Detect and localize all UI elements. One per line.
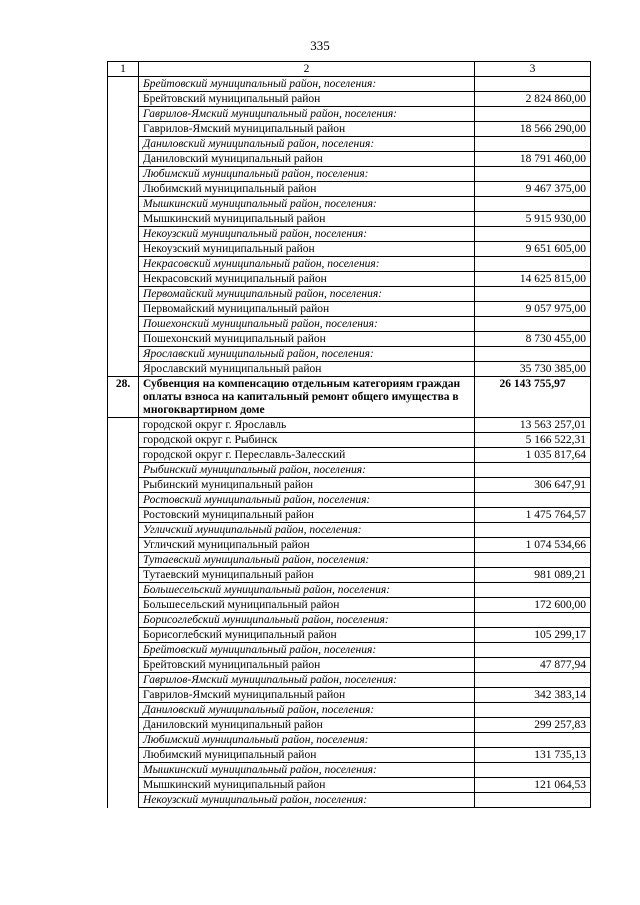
district-row	[108, 433, 591, 448]
district-row	[108, 92, 591, 107]
amount	[475, 77, 591, 92]
amount: 306 647,91	[475, 478, 591, 493]
district-subheader-row	[108, 197, 591, 212]
district-subheader-row	[108, 347, 591, 362]
amount: 2 824 860,00	[475, 92, 591, 107]
district-subheader: Пошехонский муниципальный район, поселения:	[139, 317, 475, 332]
district-row	[108, 242, 591, 257]
amount: 18 566 290,00	[475, 122, 591, 137]
district-row	[108, 212, 591, 227]
district-subheader-row	[108, 673, 591, 688]
district-row	[108, 598, 591, 613]
district-subheader: Некоузский муниципальный район, поселения:	[139, 793, 475, 808]
row-number	[108, 287, 139, 302]
row-number	[108, 598, 139, 613]
amount	[475, 257, 591, 272]
amount	[475, 347, 591, 362]
page-number: 335	[310, 38, 330, 53]
amount	[475, 613, 591, 628]
row-number	[108, 197, 139, 212]
amount: 13 563 257,01	[475, 418, 591, 433]
district-subheader: Брейтовский муниципальный район, поселения:	[139, 643, 475, 658]
row-number	[108, 493, 139, 508]
amount: 9 651 605,00	[475, 242, 591, 257]
district-subheader-row	[108, 613, 591, 628]
column-header-3: 3	[475, 62, 591, 77]
row-number	[108, 77, 139, 92]
district-subheader: Рыбинский муниципальный район, поселения:	[139, 463, 475, 478]
table-header-row	[108, 62, 591, 77]
district-row	[108, 122, 591, 137]
row-number	[108, 167, 139, 182]
row-number	[108, 347, 139, 362]
row-number	[108, 613, 139, 628]
amount: 18 791 460,00	[475, 152, 591, 167]
district-subheader: Даниловский муниципальный район, поселения:	[139, 137, 475, 152]
district-row	[108, 568, 591, 583]
district-row	[108, 182, 591, 197]
district-subheader-row	[108, 107, 591, 122]
district-subheader: Любимский муниципальный район, поселения:	[139, 733, 475, 748]
district-subheader-row	[108, 583, 591, 598]
district-subheader: Ростовский муниципальный район, поселения:	[139, 493, 475, 508]
district-name: Мышкинский муниципальный район	[139, 778, 475, 793]
district-name: Некоузский муниципальный район	[139, 242, 475, 257]
amount: 1 475 764,57	[475, 508, 591, 523]
row-number	[108, 433, 139, 448]
district-name: Рыбинский муниципальный район	[139, 478, 475, 493]
row-number	[108, 122, 139, 137]
district-name: Ярославский муниципальный район	[139, 362, 475, 377]
district-subheader-row	[108, 733, 591, 748]
row-number	[108, 778, 139, 793]
amount	[475, 523, 591, 538]
amount: 299 257,83	[475, 718, 591, 733]
row-number	[108, 463, 139, 478]
row-number	[108, 317, 139, 332]
amount: 14 625 815,00	[475, 272, 591, 287]
amount	[475, 583, 591, 598]
row-number	[108, 718, 139, 733]
row-number	[108, 448, 139, 463]
amount	[475, 197, 591, 212]
district-row	[108, 332, 591, 347]
subsidy-total-amount: 26 143 755,97	[475, 377, 591, 418]
amount: 9 467 375,00	[475, 182, 591, 197]
district-name: Некрасовский муниципальный район	[139, 272, 475, 287]
column-header-2: 2	[139, 62, 475, 77]
row-number	[108, 748, 139, 763]
district-subheader: Даниловский муниципальный район, поселения:	[139, 703, 475, 718]
amount	[475, 137, 591, 152]
district-subheader: Первомайский муниципальный район, поселения:	[139, 287, 475, 302]
amount: 172 600,00	[475, 598, 591, 613]
amount	[475, 227, 591, 242]
district-row	[108, 272, 591, 287]
amount: 105 299,17	[475, 628, 591, 643]
amount: 131 735,13	[475, 748, 591, 763]
district-name: Гаврилов-Ямский муниципальный район	[139, 122, 475, 137]
row-number	[108, 673, 139, 688]
district-subheader-row	[108, 167, 591, 182]
amount	[475, 793, 591, 808]
district-subheader: Мышкинский муниципальный район, поселения:	[139, 763, 475, 778]
amount	[475, 287, 591, 302]
district-name: городской округ г. Переславль-Залесский	[139, 448, 475, 463]
district-subheader: Угличский муниципальный район, поселения:	[139, 523, 475, 538]
amount: 121 064,53	[475, 778, 591, 793]
district-subheader-row	[108, 317, 591, 332]
amount: 342 383,14	[475, 688, 591, 703]
row-number	[108, 92, 139, 107]
amount	[475, 763, 591, 778]
amount	[475, 463, 591, 478]
row-number	[108, 478, 139, 493]
district-subheader: Гаврилов-Ямский муниципальный район, поселения:	[139, 673, 475, 688]
district-subheader: Большесельский муниципальный район, поселения:	[139, 583, 475, 598]
district-subheader-row	[108, 227, 591, 242]
district-subheader: Ярославский муниципальный район, поселения:	[139, 347, 475, 362]
row-number	[108, 793, 139, 808]
amount: 35 730 385,00	[475, 362, 591, 377]
district-subheader: Тутаевский муниципальный район, поселения:	[139, 553, 475, 568]
district-row	[108, 302, 591, 317]
amount	[475, 553, 591, 568]
district-row	[108, 418, 591, 433]
row-number	[108, 362, 139, 377]
district-row	[108, 362, 591, 377]
district-row	[108, 508, 591, 523]
row-number	[108, 538, 139, 553]
district-subheader: Некрасовский муниципальный район, поселения:	[139, 257, 475, 272]
district-row	[108, 448, 591, 463]
district-row	[108, 538, 591, 553]
district-row	[108, 688, 591, 703]
district-subheader-row	[108, 287, 591, 302]
district-subheader: Борисоглебский муниципальный район, поселения:	[139, 613, 475, 628]
amount	[475, 493, 591, 508]
district-row	[108, 718, 591, 733]
district-name: Угличский муниципальный район	[139, 538, 475, 553]
row-number	[108, 628, 139, 643]
district-row	[108, 748, 591, 763]
amount: 981 089,21	[475, 568, 591, 583]
district-subheader-row	[108, 257, 591, 272]
budget-table-body	[108, 62, 591, 808]
row-number	[108, 107, 139, 122]
district-name: городской округ г. Ярославль	[139, 418, 475, 433]
district-name: Мышкинский муниципальный район	[139, 212, 475, 227]
amount: 9 057 975,00	[475, 302, 591, 317]
amount	[475, 643, 591, 658]
district-row	[108, 628, 591, 643]
district-row	[108, 778, 591, 793]
district-subheader: Гаврилов-Ямский муниципальный район, поселения:	[139, 107, 475, 122]
row-number	[108, 658, 139, 673]
row-number	[108, 418, 139, 433]
district-subheader: Любимский муниципальный район, поселения:	[139, 167, 475, 182]
amount	[475, 317, 591, 332]
district-row	[108, 478, 591, 493]
district-name: Любимский муниципальный район	[139, 182, 475, 197]
row-number	[108, 152, 139, 167]
district-name: Даниловский муниципальный район	[139, 152, 475, 167]
row-number	[108, 332, 139, 347]
district-subheader-row	[108, 763, 591, 778]
district-subheader: Брейтовский муниципальный район, поселения:	[139, 77, 475, 92]
row-number	[108, 302, 139, 317]
row-number	[108, 523, 139, 538]
district-name: Ростовский муниципальный район	[139, 508, 475, 523]
row-number	[108, 242, 139, 257]
district-name: Гаврилов-Ямский муниципальный район	[139, 688, 475, 703]
subsidy-28-row	[108, 377, 591, 418]
district-subheader-row	[108, 77, 591, 92]
amount	[475, 703, 591, 718]
district-subheader: Некоузский муниципальный район, поселения:	[139, 227, 475, 242]
district-subheader-row	[108, 493, 591, 508]
amount	[475, 733, 591, 748]
district-subheader-row	[108, 703, 591, 718]
district-name: Первомайский муниципальный район	[139, 302, 475, 317]
row-number	[108, 583, 139, 598]
district-subheader-row	[108, 523, 591, 538]
row-number	[108, 227, 139, 242]
district-row	[108, 152, 591, 167]
budget-table	[107, 61, 591, 808]
amount: 1 074 534,66	[475, 538, 591, 553]
amount	[475, 107, 591, 122]
amount	[475, 673, 591, 688]
district-name: городской округ г. Рыбинск	[139, 433, 475, 448]
row-number	[108, 272, 139, 287]
amount: 5 915 930,00	[475, 212, 591, 227]
district-name: Любимский муниципальный район	[139, 748, 475, 763]
row-number	[108, 688, 139, 703]
row-number	[108, 643, 139, 658]
district-row	[108, 658, 591, 673]
amount	[475, 167, 591, 182]
district-subheader-row	[108, 137, 591, 152]
district-name: Брейтовский муниципальный район	[139, 658, 475, 673]
district-subheader-row	[108, 793, 591, 808]
row-number	[108, 703, 139, 718]
amount: 1 035 817,64	[475, 448, 591, 463]
row-number	[108, 763, 139, 778]
row-number	[108, 733, 139, 748]
row-number	[108, 137, 139, 152]
row-number	[108, 553, 139, 568]
amount: 47 877,94	[475, 658, 591, 673]
district-name: Тутаевский муниципальный район	[139, 568, 475, 583]
district-name: Брейтовский муниципальный район	[139, 92, 475, 107]
district-name: Даниловский муниципальный район	[139, 718, 475, 733]
district-subheader: Мышкинский муниципальный район, поселения:	[139, 197, 475, 212]
subsidy-number: 28.	[108, 377, 139, 418]
subsidy-title: Субвенция на компенсацию отдельным категориям граждан оплаты взноса на капитальный ремонт общего имущества в многоквартирном доме	[139, 377, 475, 418]
column-header-1: 1	[108, 62, 139, 77]
district-subheader-row	[108, 643, 591, 658]
row-number	[108, 508, 139, 523]
district-name: Пошехонский муниципальный район	[139, 332, 475, 347]
row-number	[108, 212, 139, 227]
district-subheader-row	[108, 463, 591, 478]
row-number	[108, 257, 139, 272]
amount: 8 730 455,00	[475, 332, 591, 347]
row-number	[108, 568, 139, 583]
district-name: Борисоглебский муниципальный район	[139, 628, 475, 643]
district-name: Большесельский муниципальный район	[139, 598, 475, 613]
amount: 5 166 522,31	[475, 433, 591, 448]
row-number	[108, 182, 139, 197]
district-subheader-row	[108, 553, 591, 568]
